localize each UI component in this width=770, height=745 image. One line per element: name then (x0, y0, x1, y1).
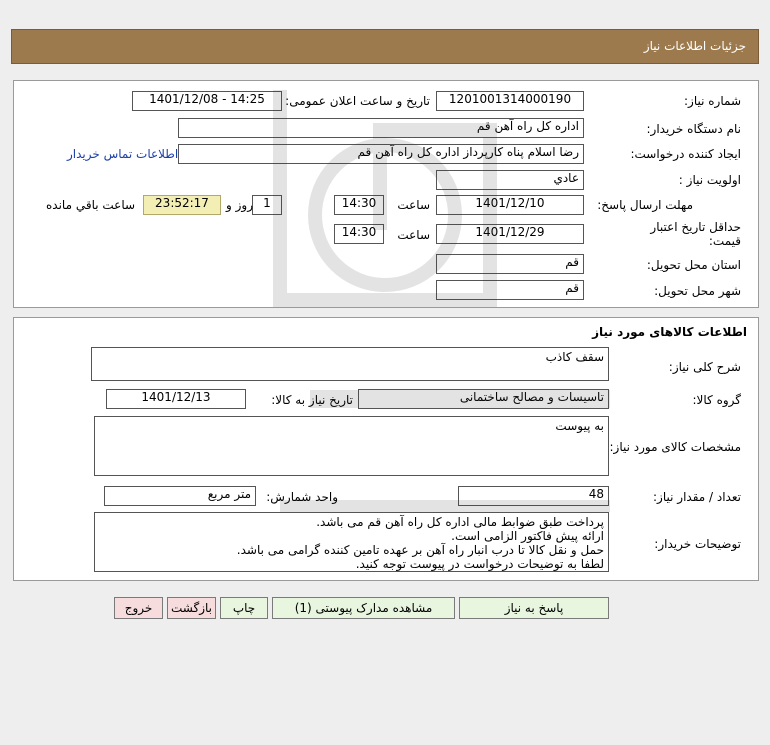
notes-field (94, 512, 609, 572)
qty-field: 48 (458, 486, 609, 506)
details-panel (13, 80, 759, 308)
city-field: قم (436, 280, 584, 300)
priority-field: عادي (436, 170, 584, 190)
announce-field: 1401/12/08 - 14:25 (132, 91, 282, 111)
need-date-field: 1401/12/13 (106, 389, 246, 409)
notes-line: پرداخت طبق ضوابط مالی اداره کل راه آهن قم می باشد. (316, 515, 604, 529)
notes-line: لطفا به توضیحات درخواست در پیوست توجه کنید. (355, 557, 604, 571)
group-label: گروه کالا: (692, 393, 741, 407)
buyer-contact-link[interactable]: اطلاعات تماس خریدار (67, 147, 179, 161)
need-date-label: تاریخ نیاز به کالا: (271, 393, 353, 407)
province-label: استان محل تحویل: (646, 258, 741, 272)
province-field: قم (436, 254, 584, 274)
validity-label: حداقل تاریخ اعتبار قیمت: (650, 220, 741, 248)
attachments-button[interactable]: مشاهده مدارک پیوستی (1) (272, 597, 455, 619)
validity-date-field: 1401/12/29 (436, 224, 584, 244)
desc-label: شرح کلی نیاز: (668, 360, 741, 374)
deadline-time-field: 14:30 (334, 195, 384, 215)
notes-line: ارائه پیش فاکتور الزامی است. (451, 529, 604, 543)
reply-button[interactable]: پاسخ به نیاز (459, 597, 609, 619)
validity-time-label: ساعت (397, 228, 430, 242)
notes-line: حمل و نقل کالا تا درب انبار راه آهن بر عهده تامین کننده گرامی می باشد. (236, 543, 604, 557)
page-header (11, 29, 759, 64)
group-field: تاسیسات و مصالح ساختمانی (358, 389, 609, 409)
days-label: روز و (226, 198, 253, 212)
page-title: جزئیات اطلاعات نیاز (643, 39, 746, 53)
city-label: شهر محل تحویل: (654, 284, 741, 298)
notes-label: توضیحات خریدار: (654, 537, 741, 551)
creator-label: ایجاد کننده درخواست: (630, 147, 741, 161)
creator-field: رضا اسلام پناه کارپرداز اداره کل راه آهن قم (178, 144, 584, 164)
priority-label: اولویت نیاز : (678, 173, 741, 187)
deadline-time-label: ساعت (397, 198, 430, 212)
qty-label: تعداد / مقدار نیاز: (653, 490, 741, 504)
goods-section-title: اطلاعات کالاهای مورد نیاز (592, 325, 747, 339)
exit-button[interactable]: خروج (114, 597, 163, 619)
deadline-date-field: 1401/12/10 (436, 195, 584, 215)
spec-field: به پیوست (94, 416, 609, 476)
need-number-label: شماره نیاز: (684, 94, 741, 108)
spec-label: مشخصات کالای مورد نیاز: (609, 440, 741, 454)
unit-field: متر مربع (104, 486, 256, 506)
print-button[interactable]: چاپ (220, 597, 268, 619)
days-field: 1 (252, 195, 282, 215)
unit-label: واحد شمارش: (266, 490, 338, 504)
validity-time-field: 14:30 (334, 224, 384, 244)
back-button[interactable]: بازگشت (167, 597, 216, 619)
remaining-time-field: 23:52:17 (143, 195, 221, 215)
remaining-label: ساعت باقي مانده (46, 198, 136, 212)
deadline-label: مهلت ارسال پاسخ: (597, 198, 693, 212)
buyer-org-label: نام دستگاه خریدار: (646, 122, 741, 136)
buyer-org-field: اداره کل راه آهن قم (178, 118, 584, 138)
announce-label: تاریخ و ساعت اعلان عمومی: (285, 94, 430, 108)
need-number-field: 1201001314000190 (436, 91, 584, 111)
desc-field: سقف کاذب (91, 347, 609, 381)
